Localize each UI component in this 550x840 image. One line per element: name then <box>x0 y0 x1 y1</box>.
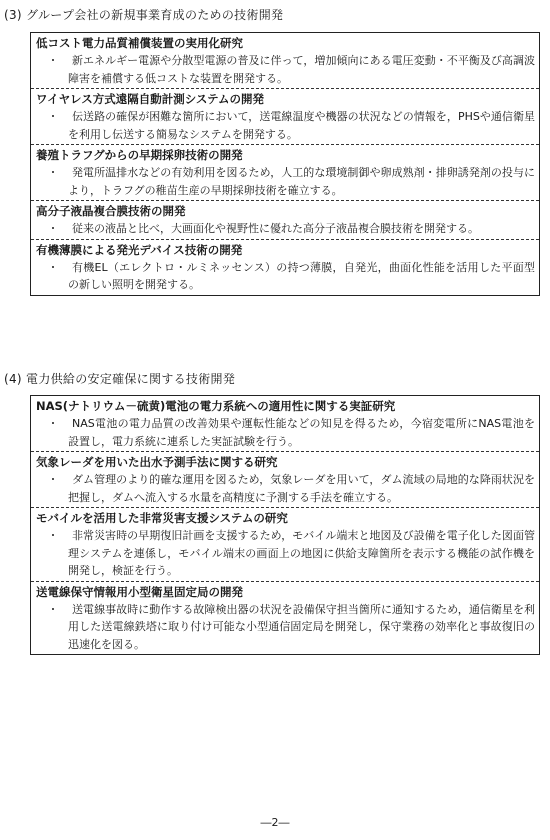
item-description: 有機EL（エレクトロ・ルミネッセンス）の持つ薄膜，自発光，曲面化性能を活用した平面型の新しい照明を開発する。 <box>68 260 535 291</box>
section-3-heading: (3) グループ会社の新規事業育成のための技術開発 <box>4 8 284 22</box>
item-weather-radar-flood-prediction <box>31 452 539 508</box>
item-description: 伝送路の確保が困難な箇所において，送電線温度や機器の状況などの情報を，PHSや通信衛星を利用し伝送する簡易なシステムを開発する。 <box>68 110 535 141</box>
bullet: ・ <box>47 166 59 179</box>
item-pufferfish-egg-collection <box>31 145 539 201</box>
bullet: ・ <box>47 602 59 616</box>
bullet: ・ <box>47 529 59 542</box>
item-nas-battery <box>31 396 539 452</box>
item-description: 新エネルギー電源や分散型電源の普及に伴って，増加傾向にある電圧変動・不平衡及び高調波障害を補償する低コストな装置を開発する。 <box>68 54 535 85</box>
item-wireless-remote-measurement <box>31 89 539 145</box>
item-title: NAS(ナトリウム－硫黄)電池の電力系統への適用性に関する実証研究 <box>36 399 396 413</box>
item-title: 送電線保守情報用小型衛星固定局の開発 <box>36 584 243 599</box>
item-description: 送電線事故時に動作する故障検出器の状況を設備保守担当箇所に通知するため，通信衛星を利用した送電線鉄塔に取り付け可能な小型通信固定局を開発し，保守業務の効率化と事故復旧の迅速化を図る。 <box>68 602 535 651</box>
item-title: 有機薄膜による発光デバイス技術の開発 <box>36 242 243 257</box>
item-title: ワイヤレス方式遠隔自動計測システムの開発 <box>36 92 265 106</box>
bullet: ・ <box>47 417 59 430</box>
bullet: ・ <box>47 260 59 274</box>
section-3-box <box>30 32 540 296</box>
section-4-box <box>30 395 540 655</box>
bullet: ・ <box>47 110 59 123</box>
page-number: ―2― <box>260 816 290 829</box>
item-low-cost-power-quality <box>31 33 539 89</box>
item-title: 養殖トラフグからの早期採卵技術の開発 <box>36 148 243 162</box>
item-description: ダム管理のより的確な運用を図るため，気象レーダを用いて，ダム流域の局地的な降雨状況を把握し，ダムへ流入する水量を高精度に予測する手法を確立する。 <box>68 473 535 504</box>
item-description: 非常災害時の早期復旧計画を支援するため，モバイル端末と地図及び設備を電子化した図面管理システムを連係し，モバイル端末の画面上の地図に供給支障箇所を表示する機能の試作機を開発し，検証を行う。 <box>68 529 535 577</box>
bullet: ・ <box>47 473 59 486</box>
item-title: モバイルを活用した非常災害支援システムの研究 <box>36 511 288 525</box>
section-4-heading: (4) 電力供給の安定確保に関する技術開発 <box>4 372 236 386</box>
item-description: NAS電池の電力品質の改善効果や運転性能などの知見を得るため，今宿変電所にNAS電池を設置し，電力系統に連系した実証試験を行う。 <box>68 417 535 448</box>
bullet: ・ <box>47 222 59 235</box>
item-organic-el-lighting <box>31 240 539 295</box>
item-title: 低コスト電力品質補償装置の実用化研究 <box>36 36 243 50</box>
item-description: 従来の液晶と比べ，大画面化や視野性に優れた高分子液晶複合膜技術を開発する。 <box>72 222 479 235</box>
item-satellite-ground-station <box>31 582 539 655</box>
item-polymer-liquid-crystal <box>31 201 539 240</box>
item-mobile-disaster-support <box>31 508 539 582</box>
item-title: 気象レーダを用いた出水予測手法に関する研究 <box>36 455 278 469</box>
bullet: ・ <box>47 54 59 67</box>
item-description: 発電所温排水などの有効利用を図るため，人工的な環境制御や卵成熟剤・排卵誘発剤の投与により，トラフグの稚苗生産の早期採卵技術を確立する。 <box>68 166 535 197</box>
item-title: 高分子液晶複合膜技術の開発 <box>36 204 186 218</box>
